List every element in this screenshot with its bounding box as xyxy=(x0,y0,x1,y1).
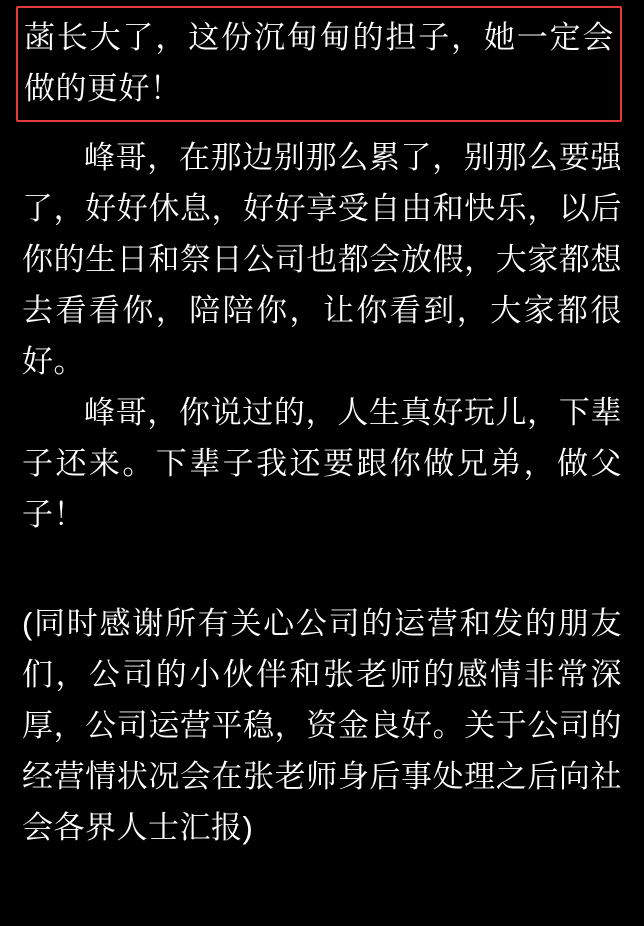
paragraph-highlighted: 菡长大了，这份沉甸甸的担子，她一定会做的更好！ xyxy=(24,20,614,106)
paragraph-4: (同时感谢所有关心公司的运营和发的朋友们，公司的小伙伴和张老师的感情非常深厚，公司运营平稳，资金良好。关于公司的经营情状况会在张老师身后事处理之后向社会各界人士汇报) xyxy=(22,606,622,845)
paragraph-2: 峰哥，在那边别那么累了，别那么要强了，好好休息，好好享受自由和快乐，以后你的生日和祭日公司也都会放假，大家都想去看看你，陪陪你，让你看到，大家都很好。 xyxy=(22,140,622,379)
spacer-3 xyxy=(22,853,622,863)
spacer-1 xyxy=(22,122,622,132)
spacer-2 xyxy=(22,540,622,598)
highlighted-paragraph-box xyxy=(16,6,622,122)
document-page xyxy=(0,6,644,926)
paragraph-3: 峰哥，你说过的，人生真好玩儿，下辈子还来。下辈子我还要跟你做兄弟，做父子！ xyxy=(22,395,622,532)
